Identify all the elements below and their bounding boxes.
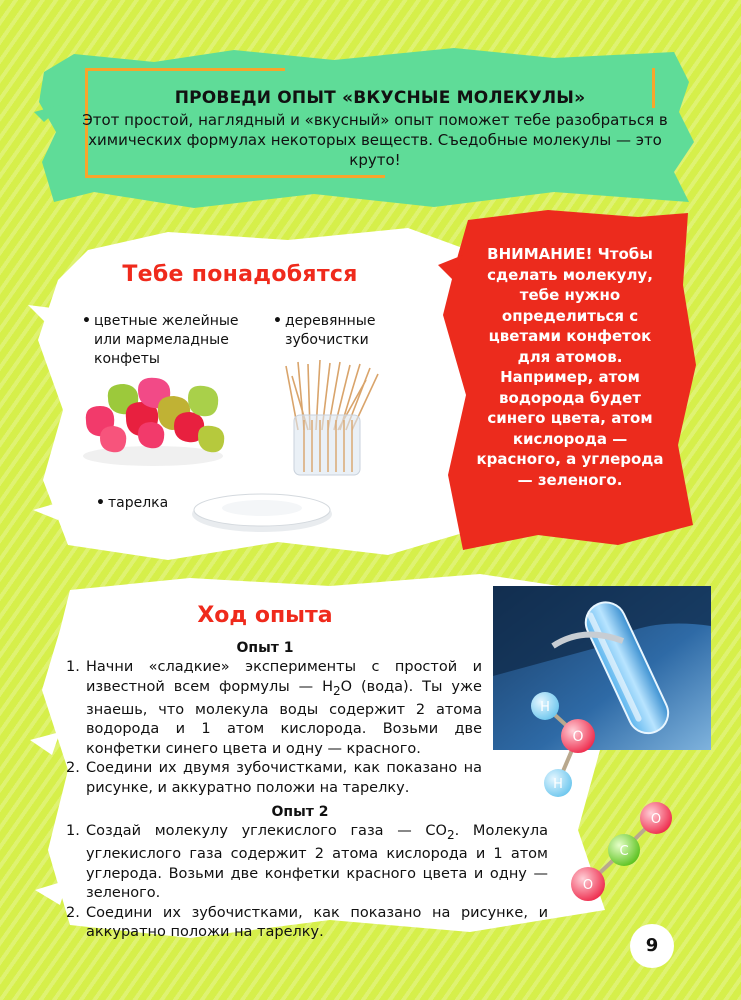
- plate-image: [190, 486, 335, 534]
- intro-title: ПРОВЕДИ ОПЫТ «ВКУСНЫЕ МОЛЕКУЛЫ»: [174, 88, 586, 108]
- atom-label: C: [619, 844, 629, 859]
- experiment-2-steps: [66, 822, 548, 943]
- frame-line: [85, 175, 385, 178]
- needs-title: Тебе понадобятся: [122, 262, 358, 287]
- list-item: 2. Соедини их двумя зубочистками, как показано на рисунке, и аккуратно положи на тарелку.: [66, 760, 482, 796]
- bullet-icon: •: [82, 313, 91, 329]
- water-molecule-image: [528, 688, 618, 806]
- candies-image: [78, 376, 228, 471]
- frame-line: [85, 68, 285, 71]
- warning-text: ВНИМАНИЕ! Чтобы сделать молекулу, тебе нужно определиться с цветами конфеток для атомов. Например, атом водорода будет синего цвета, атом кислорода — красного, а углерода — зеленого.: [476, 245, 664, 489]
- needs-item: • тарелка: [96, 495, 169, 511]
- atom-label: H: [540, 700, 550, 715]
- atom-label: H: [553, 777, 563, 792]
- bullet-icon: •: [96, 495, 105, 511]
- atom-label: O: [582, 878, 594, 893]
- atom-label: O: [650, 812, 662, 827]
- atom-label: O: [572, 729, 584, 745]
- needs-item: • цветные желейные или мармеладные конфеты: [82, 313, 239, 367]
- intro-text: Этот простой, наглядный и «вкусный» опыт поможет тебе разобраться в химических формулах некоторых веществ. Съедобные молекулы — это круто!: [82, 111, 668, 169]
- list-item: 2. Соедини их зубочистками, как показано на рисунке, и аккуратно положи на тарелку.: [66, 904, 548, 941]
- experiment-1-heading: Опыт 1: [236, 640, 294, 656]
- bullet-icon: •: [273, 313, 282, 329]
- experiment-1-steps: [66, 658, 482, 798]
- list-item: 1. Начни «сладкие» эксперименты с простой и известной всем формулы — $H_2O$ (вода). Ты уже знаешь, что молекула воды содержит 2 атома водорода и 1 атом кислорода. Возьми две конфетки синего цвета и одну — красного.: [66, 659, 482, 757]
- co2-molecule-image: [560, 796, 680, 906]
- toothpicks-image: [278, 360, 388, 485]
- procedure-title: Ход опыта: [197, 603, 333, 628]
- experiment-2-heading: Опыт 2: [271, 804, 329, 820]
- needs-item: • деревянные зубочистки: [273, 313, 376, 348]
- page-number: 9: [630, 924, 674, 968]
- list-item: 1. Создай молекулу углекислого газа — $CO_2$. Молекула углекислого газа содержит 2 атома кислорода и 1 атом углерода. Возьми две конфетки красного цвета и одну — зеленого.: [66, 823, 548, 902]
